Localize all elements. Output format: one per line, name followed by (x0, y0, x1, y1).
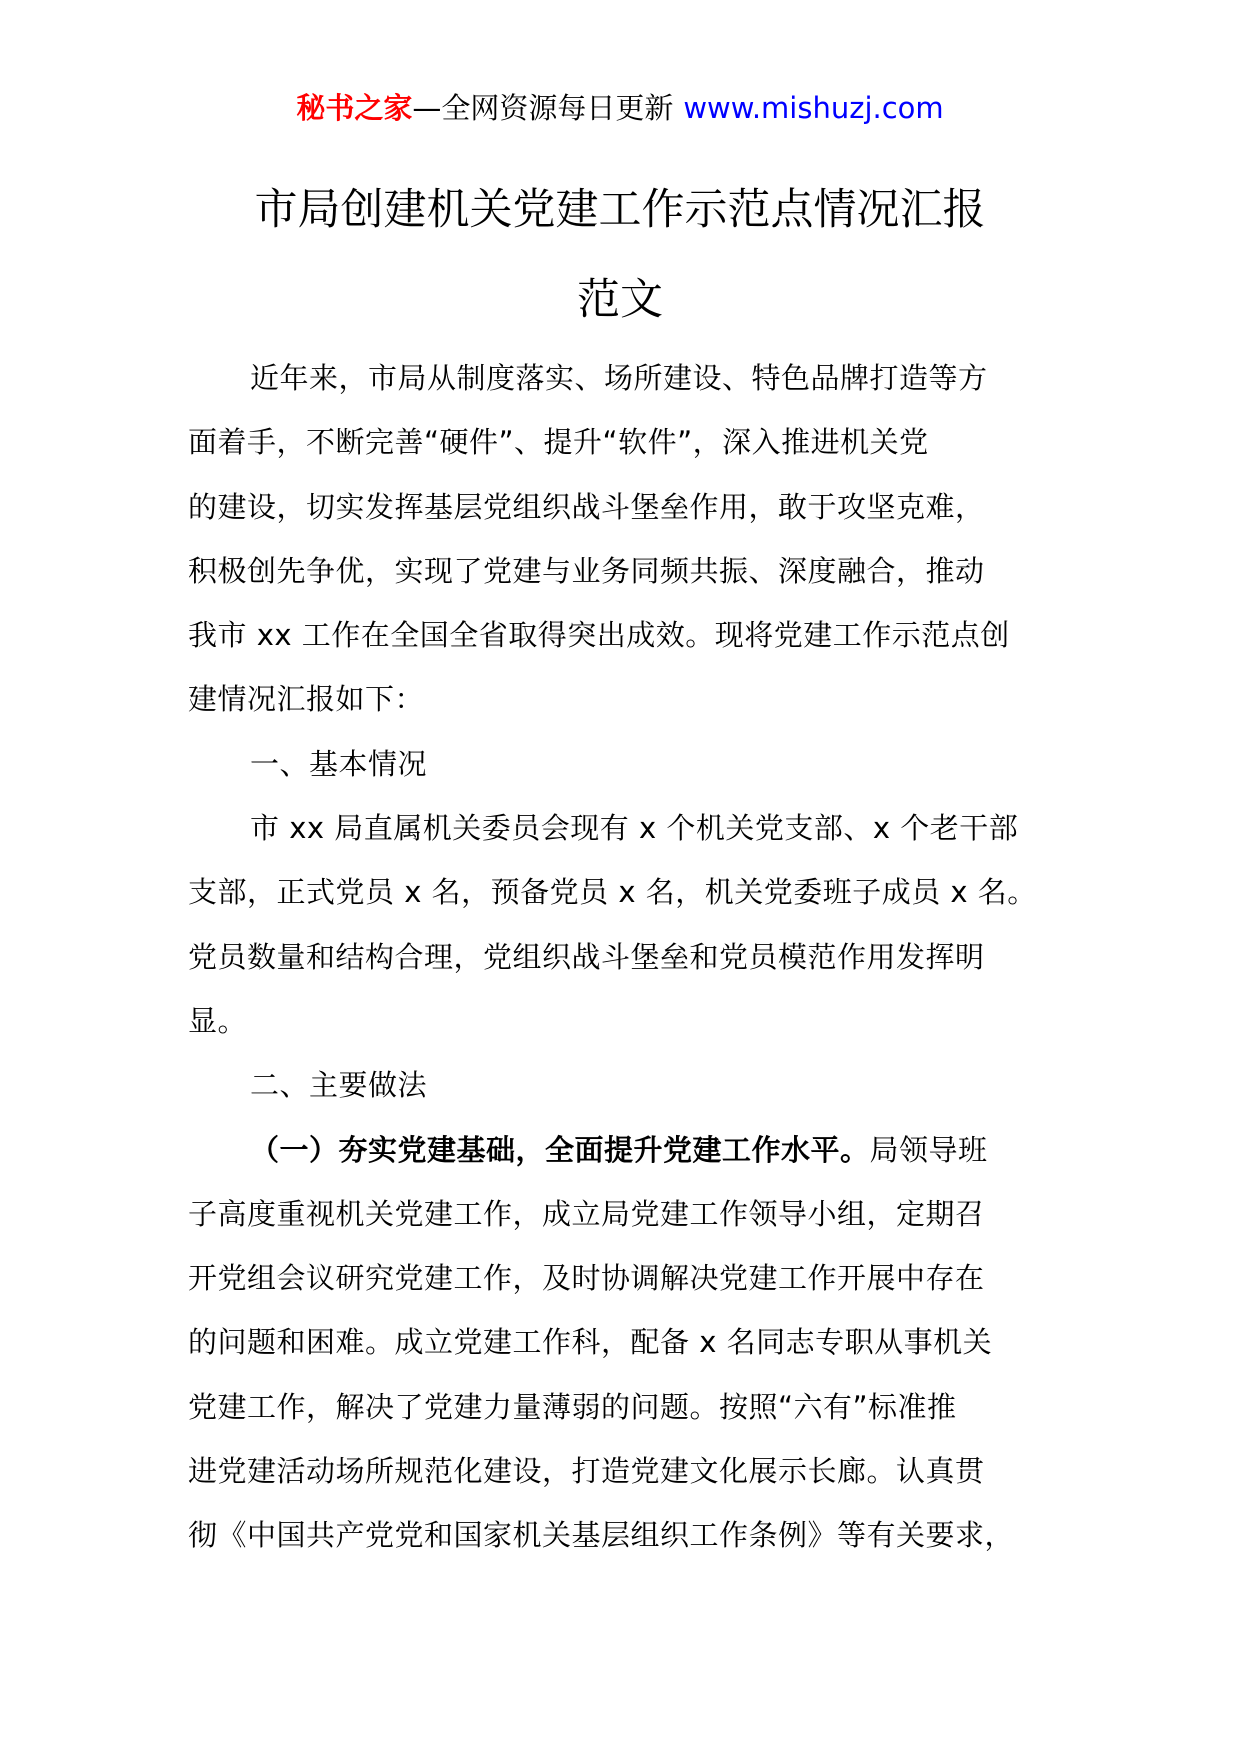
paragraph-line: 显。 (188, 1003, 248, 1038)
section-heading-basic: 一、基本情况 (250, 746, 428, 781)
document-title-line-2: 范文 (577, 275, 663, 325)
paragraph-line: 彻《中国共产党党和国家机关基层组织工作条例》等有关要求， (188, 1518, 1015, 1553)
paragraph-line: 支部，正式党员 x 名，预备党员 x 名，机关党委班子成员 x 名。 (188, 875, 1037, 910)
paragraph-line: 开党组会议研究党建工作，及时协调解决党建工作开展中存在 (188, 1261, 985, 1296)
banner-tagline: —全网资源每日更新 (412, 91, 674, 125)
document-body (188, 356, 1058, 1578)
document-title-line-1: 市局创建机关党建工作示范点情况汇报 (254, 185, 986, 235)
paragraph-line: 党建工作，解决了党建力量薄弱的问题。按照“六有”标准推 (188, 1389, 957, 1424)
paragraph-line: 面着手，不断完善“硬件”、提升“软件”，深入推进机关党 (188, 425, 929, 460)
paragraph-line: 建情况汇报如下： (188, 682, 425, 717)
paragraph-line: 进党建活动场所规范化建设，打造党建文化展示长廊。认真贯 (188, 1454, 985, 1489)
section-heading-practices: 二、主要做法 (250, 1068, 428, 1103)
paragraph-line: 的问题和困难。成立党建工作科，配备 x 名同志专职从事机关 (188, 1325, 993, 1360)
paragraph-line: 近年来，市局从制度落实、场所建设、特色品牌打造等方 (250, 361, 988, 395)
paragraph-line: 市 xx 局直属机关委员会现有 x 个机关党支部、x 个老干部 (250, 811, 1019, 846)
paragraph-line: 的建设，切实发挥基层党组织战斗堡垒作用，敢于攻坚克难， (188, 489, 985, 524)
paragraph-line: 子高度重视机关党建工作，成立局党建工作领导小组，定期召 (188, 1196, 985, 1231)
paragraph-line: 积极创先争优，实现了党建与业务同频共振、深度融合，推动 (188, 553, 985, 588)
subsection-heading: （一）夯实党建基础，全面提升党建工作水平。 (250, 1132, 870, 1167)
subsection-first-line (188, 1128, 1058, 1192)
site-banner (0, 88, 1240, 128)
paragraph-text: 局领导班 (869, 1132, 988, 1167)
paragraph-line: 我市 xx 工作在全国全省取得突出成效。现将党建工作示范点创 (188, 618, 1010, 653)
paragraph-line: 党员数量和结构合理，党组织战斗堡垒和党员模范作用发挥明 (188, 939, 985, 974)
site-url-link[interactable]: www.mishuzj.com (683, 91, 944, 125)
brand-name: 秘书之家 (296, 91, 413, 125)
